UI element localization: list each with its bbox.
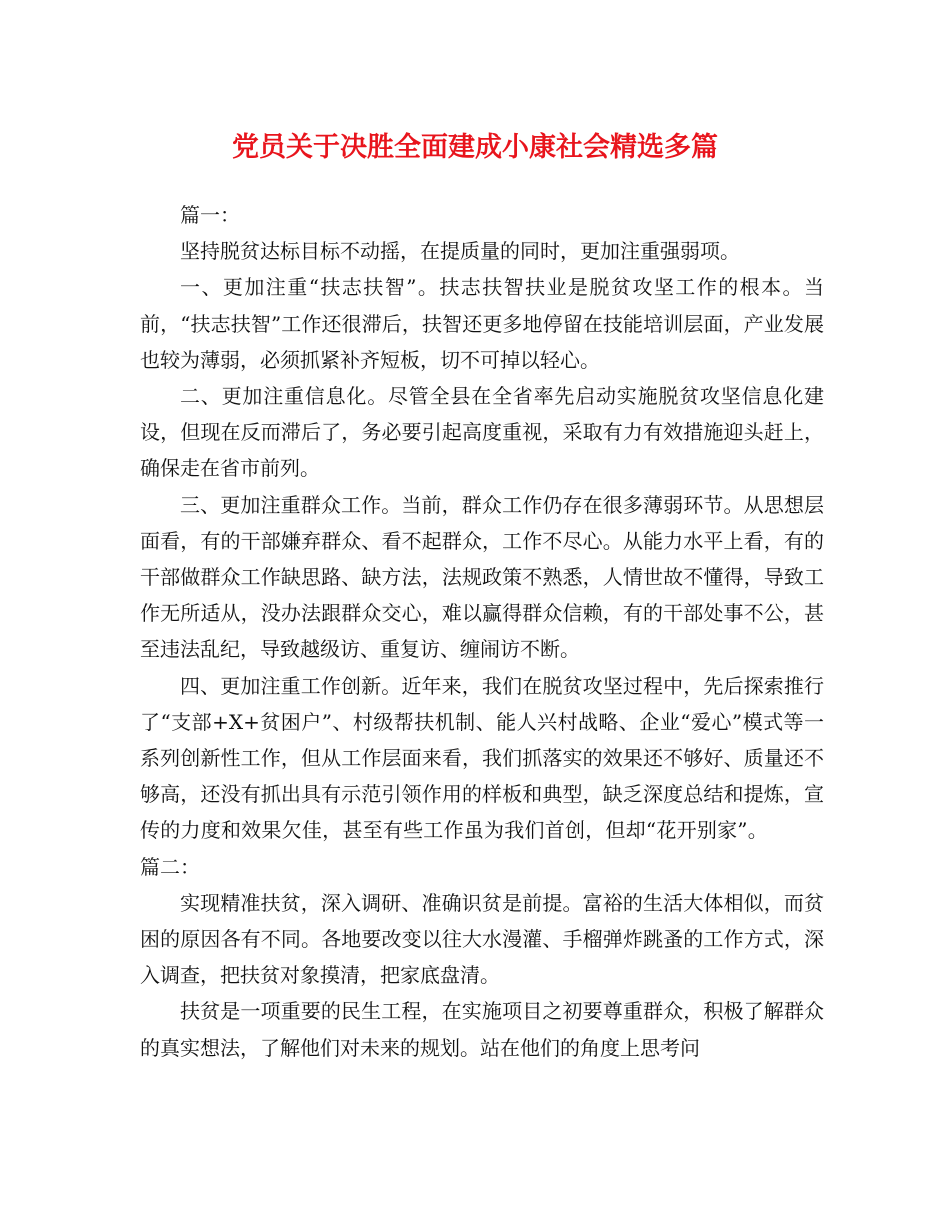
paragraph-point-four-text: 四、更加注重工作创新。近年来，我们在脱贫攻坚过程中，先后探索推行了“支部+X+贫困户”、村级帮扶机制、能人兴村战略、企业“爱心”模式等一系列创新性工作，但从工作层面来看，我们抓落实的效果还不够好、质量还不够高，还没有抓出具有示范引领作用的样板和典型，缺乏深度总结和提炼，宣传的力度和效果欠佳，甚至有些工作虽为我们首创，但却“花开别家”。 [140,673,824,843]
paragraph-precise-poverty: 实现精准扶贫，深入调研、准确识贫是前提。富裕的生活大体相似，而贫困的原因各有不同。各地要改变以往大水漫灌、手榴弹炸跳蚤的工作方式，深入调查，把扶贫对象摸清，把家底盘清。 [140,890,824,988]
document-body [140,197,824,1066]
section-two-heading: 篇二： [140,854,200,879]
paragraph-section-one-heading: 篇一： [180,203,240,227]
paragraph-point-one: 一、更加注重“扶志扶智”。扶志扶智扶业是脱贫攻坚工作的根本。当前，“扶志扶智”工作还很滞后，扶智还更多地停留在技能培训层面，产业发展也较为薄弱，必须抓紧补齐短板，切不可掉以轻心。 [140,275,824,372]
paragraph-point-three: 三、更加注重群众工作。当前，群众工作仍存在很多薄弱环节。从思想层面看，有的干部嫌弃群众、看不起群众，工作不尽心。从能力水平上看，有的干部做群众工作缺思路、缺方法，法规政策不熟悉，人情世故不懂得，导致工作无所适从，没办法跟群众交心，难以赢得群众信赖，有的干部处事不公，甚至违法乱纪，导致越级访、重复访、缠闹访不断。 [140,492,824,662]
paragraph-intro: 坚持脱贫达标目标不动摇，在提质量的同时，更加注重强弱项。 [180,239,740,264]
document-title: 党员关于决胜全面建成小康社会精选多篇 [232,132,718,163]
paragraph-point-two: 二、更加注重信息化。尽管全县在全省率先启动实施脱贫攻坚信息化建设，但现在反而滞后了，务必要引起高度重视，采取有力有效措施迎头赶上，确保走在省市前列。 [140,384,824,481]
paragraph-livelihood: 扶贫是一项重要的民生工程，在实施项目之初要尊重群众，积极了解群众的真实想法，了解他们对未来的规划。站在他们的角度上思考问 [140,999,824,1060]
paragraph-point-four [140,668,824,885]
